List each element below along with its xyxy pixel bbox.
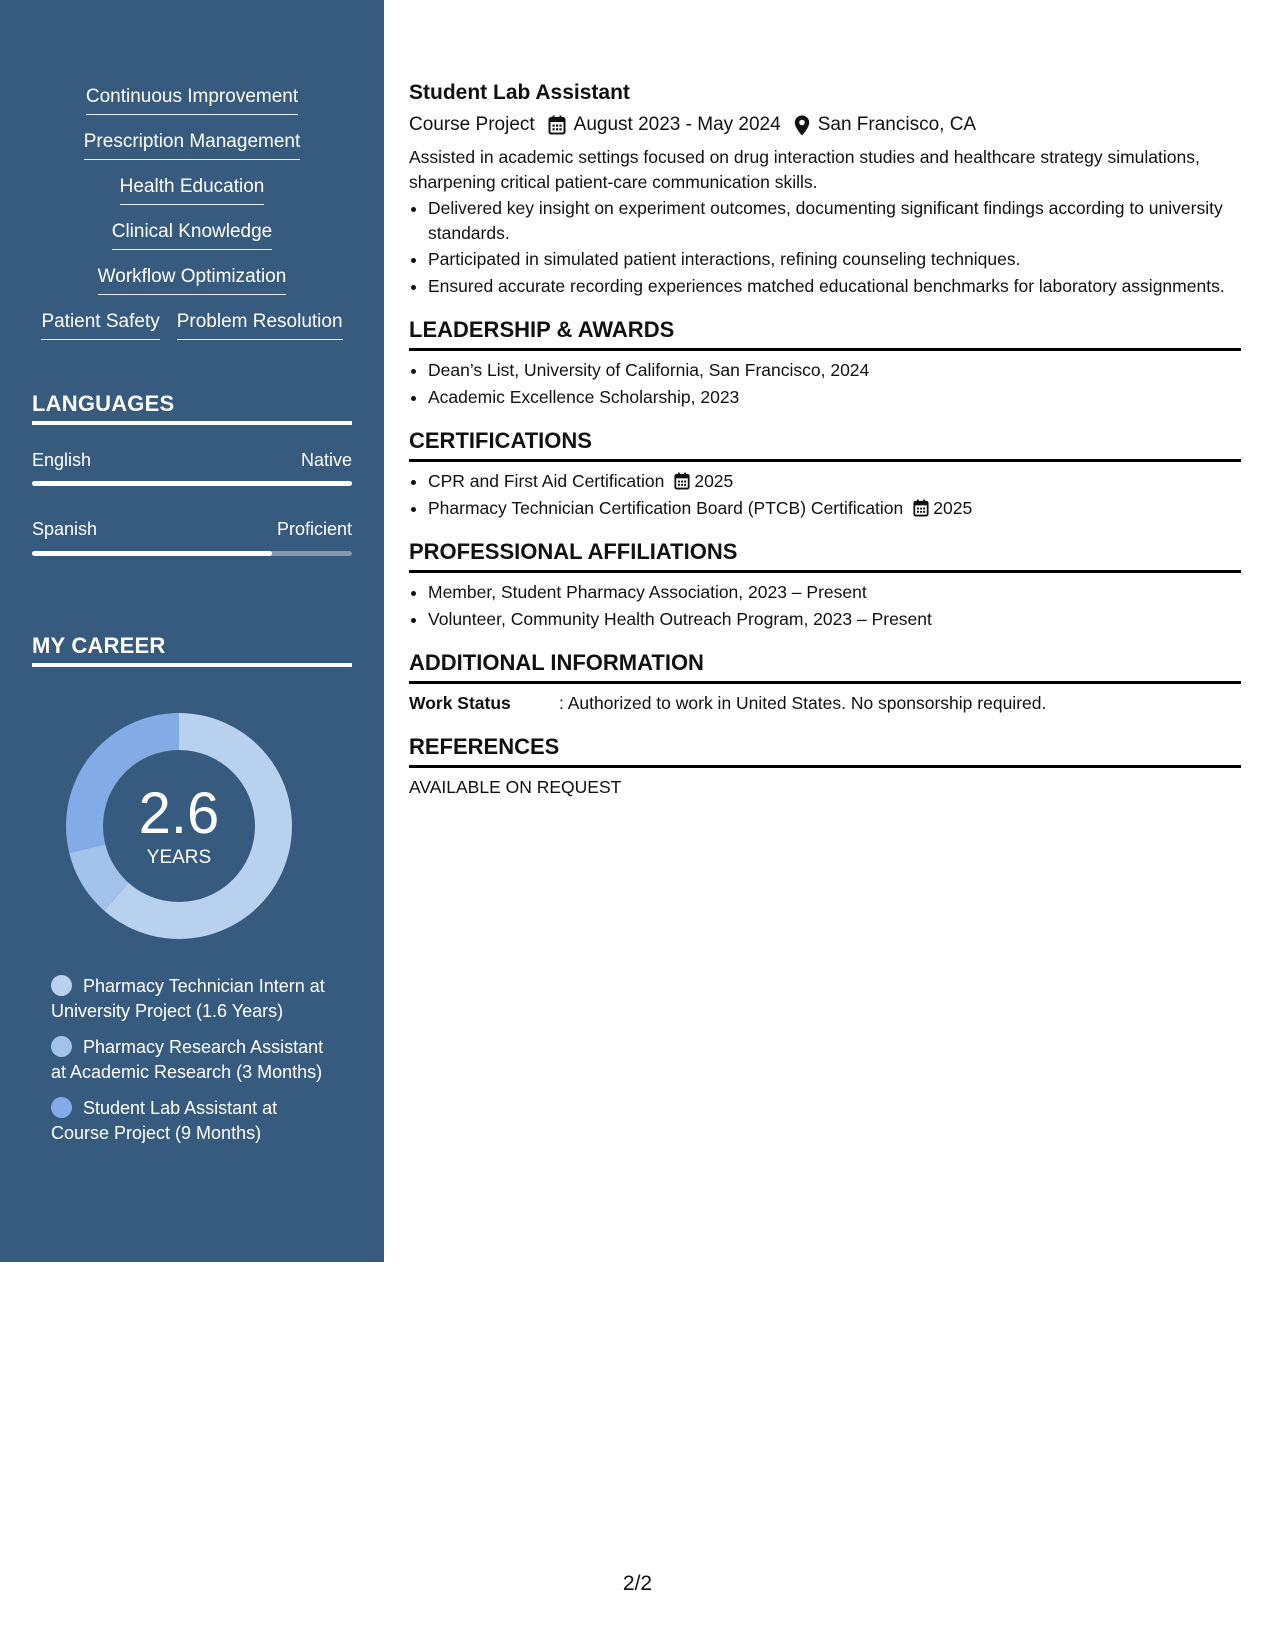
language-level: Native — [300, 450, 352, 470]
work-status-value: : Authorized to work in United States. No sponsorship required. — [559, 693, 1047, 713]
certification-name: CPR and First Aid Certification — [428, 471, 665, 491]
main-content — [409, 78, 1241, 799]
legend-dot-icon — [51, 975, 72, 996]
languages-heading: LANGUAGES — [32, 391, 352, 425]
skill-row — [32, 176, 352, 205]
skill-row — [32, 86, 352, 115]
job-meta — [409, 110, 1241, 140]
list-item: • Member, Student Pharmacy Association, 2023 – Present — [428, 580, 1241, 605]
job-title: Student Lab Assistant — [409, 81, 630, 104]
skill-row — [32, 311, 352, 340]
certification-name: Pharmacy Technician Certification Board (PTCB) Certification — [428, 497, 904, 518]
career-legend-text: Student Lab Assistant at Course Project (9 Months) — [51, 1098, 278, 1143]
career-total-years: 2.6 — [138, 781, 220, 846]
list-item — [428, 496, 1241, 521]
skill-tag: Workflow Optimization — [98, 266, 287, 295]
list-item: • Participated in simulated patient interactions, refining counseling techniques. — [428, 247, 1241, 272]
page-number: 2/2 — [622, 1572, 653, 1595]
list-item: • Delivered key insight on experiment outcomes, documenting significant findings according to university standards. — [428, 196, 1241, 245]
location-pin-icon — [794, 115, 810, 136]
legend-dot-icon — [51, 1097, 72, 1118]
list-item — [428, 469, 1241, 494]
language-name: Spanish — [32, 519, 98, 539]
skill-tag: Problem Resolution — [177, 311, 343, 340]
skill-row — [32, 266, 352, 295]
calendar-icon — [913, 499, 929, 517]
list-item: • Ensured accurate recording experiences matched educational benchmarks for laboratory assignments. — [428, 274, 1241, 299]
calendar-icon — [548, 115, 566, 135]
calendar-icon — [674, 472, 690, 490]
list-item: • Academic Excellence Scholarship, 2023 — [428, 385, 1241, 410]
skills-list — [32, 86, 352, 356]
language-level: Proficient — [276, 519, 352, 539]
language-row — [32, 450, 352, 471]
career-legend-item — [51, 974, 336, 1024]
affiliations-list — [428, 580, 1241, 631]
skill-tag: Prescription Management — [84, 131, 301, 160]
sidebar — [0, 0, 384, 1262]
skill-row — [32, 131, 352, 160]
language-bar-fill — [32, 551, 272, 556]
career-legend-item — [51, 1096, 336, 1146]
career-legend-text: Pharmacy Research Assistant at Academic Research (3 Months) — [51, 1037, 324, 1082]
skill-tag: Continuous Improvement — [86, 86, 298, 115]
skill-tag: Patient Safety — [41, 311, 159, 340]
references-text: AVAILABLE ON REQUEST — [409, 777, 622, 797]
skill-tag: Health Education — [120, 176, 265, 205]
skill-tag: Clinical Knowledge — [112, 221, 273, 250]
career-legend — [51, 974, 336, 1157]
references-heading: REFERENCES — [409, 733, 1241, 768]
job-description: Assisted in academic settings focused on drug interaction studies and healthcare strategy simulations, sharpening critical patient-care communication skills. — [409, 147, 1200, 192]
affiliations-heading: PROFESSIONAL AFFILIATIONS — [409, 538, 1241, 573]
career-legend-text: Pharmacy Technician Intern at University Project (1.6 Years) — [51, 976, 325, 1021]
list-item: • Dean’s List, University of California, San Francisco, 2024 — [428, 358, 1241, 383]
certifications-list — [428, 469, 1241, 520]
language-bar-fill — [32, 481, 352, 486]
job-bullets — [428, 196, 1241, 298]
job-location: San Francisco, CA — [817, 114, 977, 135]
certification-year: 2025 — [933, 497, 973, 518]
language-bar — [32, 551, 352, 556]
awards-heading: LEADERSHIP & AWARDS — [409, 316, 1241, 351]
language-name: English — [32, 450, 92, 470]
language-row — [32, 519, 352, 540]
certification-year: 2025 — [694, 471, 734, 491]
skill-row — [32, 221, 352, 250]
job-company: Course Project — [409, 114, 535, 135]
list-item: • Volunteer, Community Health Outreach Program, 2023 – Present — [428, 607, 1241, 632]
additional-info-heading: ADDITIONAL INFORMATION — [409, 649, 1241, 684]
language-bar — [32, 481, 352, 486]
career-total-unit: YEARS — [146, 847, 212, 868]
legend-dot-icon — [51, 1036, 72, 1057]
certifications-heading: CERTIFICATIONS — [409, 427, 1241, 462]
work-status-row — [409, 691, 1241, 715]
work-status-label: Work Status — [409, 693, 511, 713]
awards-list — [428, 358, 1241, 409]
job-dates: August 2023 - May 2024 — [573, 114, 781, 135]
career-legend-item — [51, 1035, 336, 1085]
career-heading: MY CAREER — [32, 633, 352, 667]
